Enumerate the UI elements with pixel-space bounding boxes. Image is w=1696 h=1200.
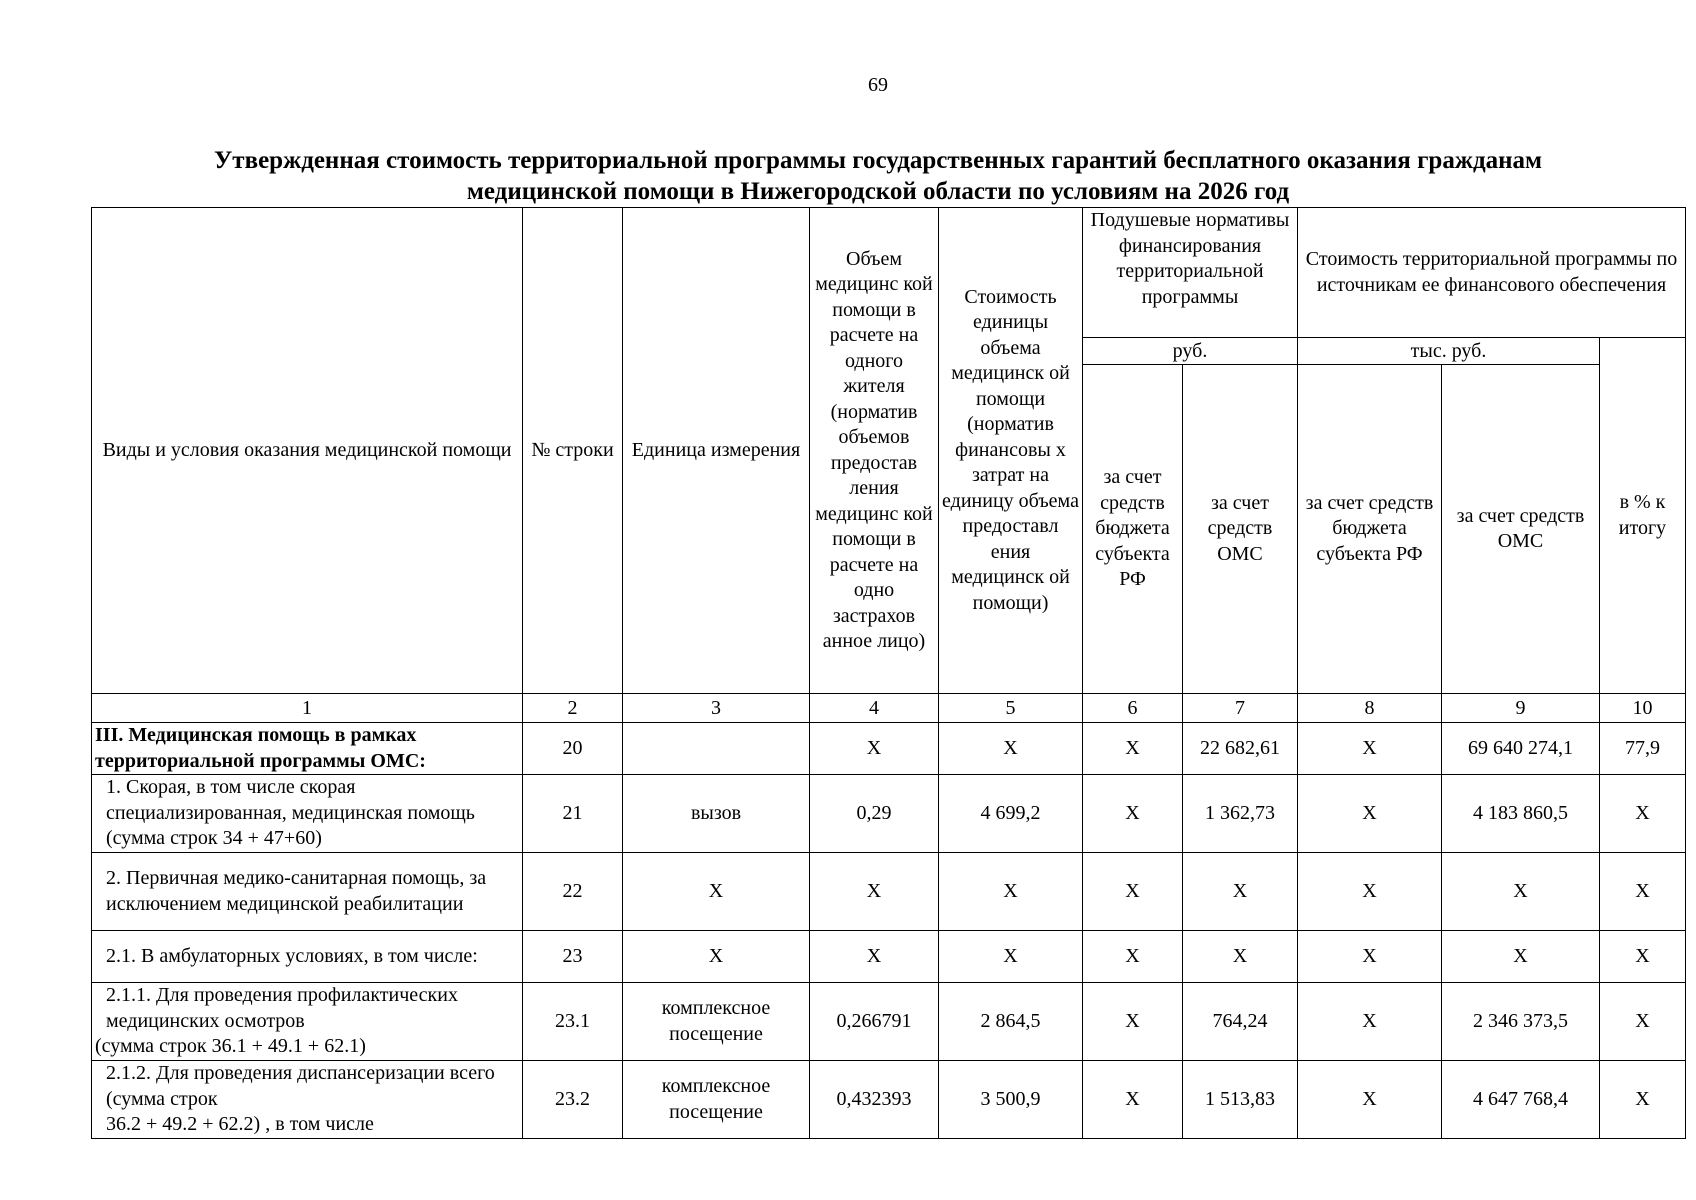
- row-cost-budget: X: [1298, 775, 1442, 853]
- row-unit-cost: 3 500,9: [939, 1061, 1083, 1139]
- column-number: 8: [1298, 694, 1442, 723]
- row-cost-budget: X: [1298, 983, 1442, 1061]
- header-col-3: Единица измерения: [623, 208, 810, 694]
- header-col-6: за счет средств бюджета субъекта РФ: [1083, 365, 1183, 694]
- row-cost-budget: X: [1298, 1061, 1442, 1139]
- header-unit-rub: руб.: [1083, 338, 1298, 365]
- header-col-4: Объем медицинс кой помощи в расчете на одного жителя (норматив объемов предостав ления медицинс кой помощи в расчете на одно застрахов анное лицо): [810, 208, 939, 694]
- row-unit: комплексное посещение: [623, 983, 810, 1061]
- header-col-2: № строки: [523, 208, 623, 694]
- row-number: 22: [523, 853, 623, 931]
- row-unit: [623, 723, 810, 775]
- header-col-8: за счет средств бюджета субъекта РФ: [1298, 365, 1442, 694]
- row-cost-budget: X: [1298, 931, 1442, 983]
- row-per-capita-budget: X: [1083, 983, 1183, 1061]
- column-number: 2: [523, 694, 623, 723]
- row-per-capita-oms: 1 513,83: [1183, 1061, 1298, 1139]
- row-volume: X: [810, 853, 939, 931]
- row-unit: вызов: [623, 775, 810, 853]
- row-cost-budget: X: [1298, 723, 1442, 775]
- row-number: 23.2: [523, 1061, 623, 1139]
- row-per-capita-budget: X: [1083, 723, 1183, 775]
- row-percent: X: [1600, 931, 1686, 983]
- row-unit: X: [623, 931, 810, 983]
- row-per-capita-budget: X: [1083, 853, 1183, 931]
- header-unit-thous-rub: тыс. руб.: [1298, 338, 1600, 365]
- header-col-10: в % к итогу: [1600, 338, 1686, 694]
- column-number: 7: [1183, 694, 1298, 723]
- row-per-capita-budget: X: [1083, 775, 1183, 853]
- row-volume: X: [810, 931, 939, 983]
- row-per-capita-budget: X: [1083, 1061, 1183, 1139]
- cost-table: [91, 207, 1686, 1139]
- row-percent: 77,9: [1600, 723, 1686, 775]
- column-number: 4: [810, 694, 939, 723]
- row-volume: 0,29: [810, 775, 939, 853]
- row-name-line: 2.1.1. Для проведения профилактических медицинских осмотров: [106, 984, 458, 1032]
- row-cost-oms: X: [1442, 853, 1600, 931]
- row-name: III. Медицинская помощь в рамках территориальной программы ОМС:: [92, 723, 523, 775]
- row-percent: X: [1600, 853, 1686, 931]
- column-number: 5: [939, 694, 1083, 723]
- table-row: [92, 723, 1686, 775]
- header-col-7: за счет средств ОМС: [1183, 365, 1298, 694]
- row-name-continuation: (сумма строк 36.1 + 49.1 + 62.1): [95, 1035, 366, 1058]
- row-name: 2. Первичная медико-санитарная помощь, за исключением медицинской реабилитации: [92, 853, 523, 931]
- column-number: 3: [623, 694, 810, 723]
- row-unit: комплексное посещение: [623, 1061, 810, 1139]
- header-col-5: Стоимость единицы объема медицинск ой помощи (норматив финансовы х затрат на единицу объема предоставл ения медицинск ой помощи): [939, 208, 1083, 694]
- row-name-line: 2.1.2. Для проведения диспансеризации всего (сумма строк: [106, 1062, 495, 1110]
- row-cost-budget: X: [1298, 853, 1442, 931]
- table-row: [92, 931, 1686, 983]
- header-col-1: Виды и условия оказания медицинской помощи: [92, 208, 523, 694]
- title-line-2: медицинской помощи в Нижегородской области по условиям на 2026 год: [466, 178, 1290, 205]
- table-row: [92, 983, 1686, 1061]
- header-group-cost: Стоимость территориальной программы по источникам ее финансового обеспечения: [1298, 208, 1686, 338]
- row-number: 23: [523, 931, 623, 983]
- row-number: 20: [523, 723, 623, 775]
- column-number: 1: [92, 694, 523, 723]
- page-number: 69: [868, 74, 888, 96]
- row-name: [92, 983, 523, 1061]
- header-group-per-capita: Подушевые нормативы финансирования территориальной программы: [1083, 208, 1298, 338]
- row-unit-cost: X: [939, 931, 1083, 983]
- table-row: [92, 1061, 1686, 1139]
- row-percent: X: [1600, 775, 1686, 853]
- row-volume: 0,432393: [810, 1061, 939, 1139]
- row-name: 1. Скорая, в том числе скорая специализированная, медицинская помощь (сумма строк 34 + 47+60): [92, 775, 523, 853]
- row-per-capita-oms: 764,24: [1183, 983, 1298, 1061]
- row-percent: X: [1600, 983, 1686, 1061]
- row-cost-oms: 69 640 274,1: [1442, 723, 1600, 775]
- row-unit: X: [623, 853, 810, 931]
- page-title: [80, 145, 1676, 207]
- row-per-capita-oms: X: [1183, 853, 1298, 931]
- row-unit-cost: 4 699,2: [939, 775, 1083, 853]
- row-number: 21: [523, 775, 623, 853]
- row-cost-oms: 4 647 768,4: [1442, 1061, 1600, 1139]
- row-number: 23.1: [523, 983, 623, 1061]
- row-volume: X: [810, 723, 939, 775]
- table-row: [92, 775, 1686, 853]
- table-row: [92, 853, 1686, 931]
- row-name-continuation: 36.2 + 49.2 + 62.2) , в том числе: [106, 1113, 374, 1136]
- row-cost-oms: X: [1442, 931, 1600, 983]
- row-percent: X: [1600, 1061, 1686, 1139]
- row-per-capita-oms: X: [1183, 931, 1298, 983]
- row-per-capita-oms: 22 682,61: [1183, 723, 1298, 775]
- row-unit-cost: X: [939, 723, 1083, 775]
- row-per-capita-budget: X: [1083, 931, 1183, 983]
- row-name: [92, 1061, 523, 1139]
- row-per-capita-oms: 1 362,73: [1183, 775, 1298, 853]
- row-unit-cost: 2 864,5: [939, 983, 1083, 1061]
- row-cost-oms: 2 346 373,5: [1442, 983, 1600, 1061]
- header-col-9: за счет средств ОМС: [1442, 365, 1600, 694]
- column-number: 10: [1600, 694, 1686, 723]
- row-unit-cost: X: [939, 853, 1083, 931]
- row-cost-oms: 4 183 860,5: [1442, 775, 1600, 853]
- row-name: 2.1. В амбулаторных условиях, в том числе:: [92, 931, 523, 983]
- title-line-1: Утвержденная стоимость территориальной программы государственных гарантий бесплатного оказания гражданам: [213, 147, 1543, 174]
- column-number: 9: [1442, 694, 1600, 723]
- row-volume: 0,266791: [810, 983, 939, 1061]
- column-number: 6: [1083, 694, 1183, 723]
- column-number-row: [92, 694, 1686, 723]
